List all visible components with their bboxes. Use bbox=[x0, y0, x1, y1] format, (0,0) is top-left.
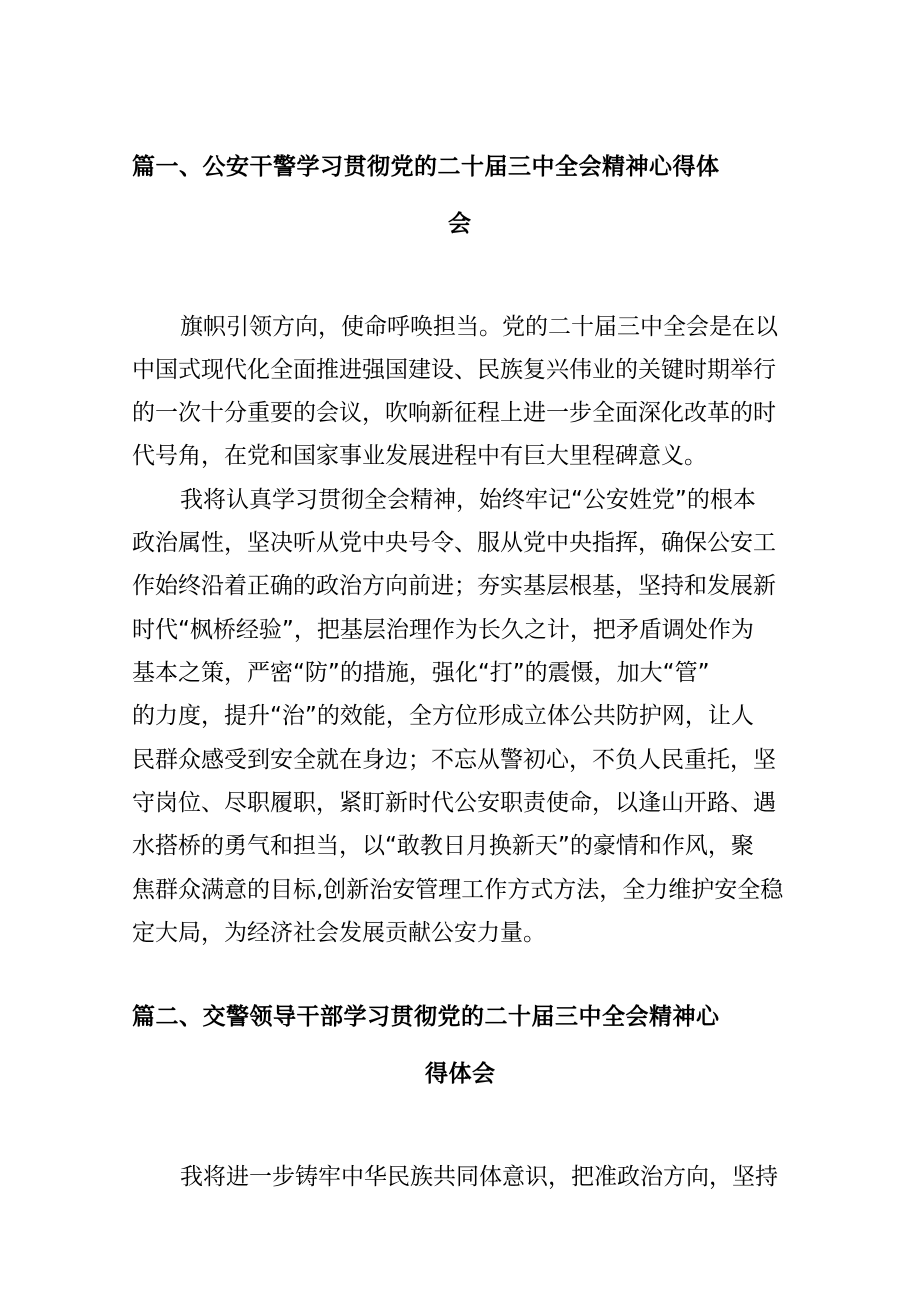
body-line: 焦群众满意的目标,创新治安管理工作方式方法，全力维护安全稳 bbox=[132, 877, 784, 903]
body-line: 政治属性，坚决听从党中央号令、服从党中央指挥，确保公安工 bbox=[132, 530, 776, 556]
body-line: 我将认真学习贯彻全会精神，始终牢记“公安姓党”的根本 bbox=[180, 487, 756, 513]
body-line: 守岗位、尽职履职，紧盯新时代公安职责使命，以逢山开路、遇 bbox=[132, 790, 776, 816]
section-2-title-line-2: 得体会 bbox=[425, 1061, 496, 1087]
body-line: 时代“枫桥经验”，把基层治理作为长久之计，把矛盾调处作为 bbox=[132, 617, 754, 643]
body-line: 基本之策，严密“防”的措施，强化“打”的震慑，加大“管” bbox=[132, 660, 710, 686]
body-line: 水搭桥的勇气和担当，以“敢教日月换新天”的豪情和作风，聚 bbox=[132, 833, 754, 859]
body-line: 的力度，提升“治”的效能，全方位形成立体公共防护网，让人 bbox=[132, 703, 754, 729]
section-2-title-line-1: 篇二、交警领导干部学习贯彻党的二十届三中全会精神心 bbox=[132, 1004, 720, 1030]
section-1-title-line-1: 篇一、公安干警学习贯彻党的二十届三中全会精神心得体 bbox=[132, 154, 720, 180]
body-line: 代号角，在党和国家事业发展进程中有巨大里程碑意义。 bbox=[132, 443, 707, 469]
body-line: 旗帜引领方向，使命呼唤担当。党的二十届三中全会是在以 bbox=[180, 314, 778, 340]
body-line: 作始终沿着正确的政治方向前进；夯实基层根基，坚持和发展新 bbox=[132, 573, 776, 599]
body-line: 中国式现代化全面推进强国建设、民族复兴伟业的关键时期举行 bbox=[132, 357, 776, 383]
body-line: 我将进一步铸牢中华民族共同体意识，把准政治方向，坚持 bbox=[180, 1164, 778, 1190]
body-line: 的一次十分重要的会议，吹响新征程上进一步全面深化改革的时 bbox=[132, 400, 776, 426]
body-line: 定大局，为经济社会发展贡献公安力量。 bbox=[132, 920, 546, 946]
section-1-title-line-2: 会 bbox=[448, 211, 472, 237]
body-line: 民群众感受到安全就在身边；不忘从警初心，不负人民重托，坚 bbox=[132, 747, 776, 773]
